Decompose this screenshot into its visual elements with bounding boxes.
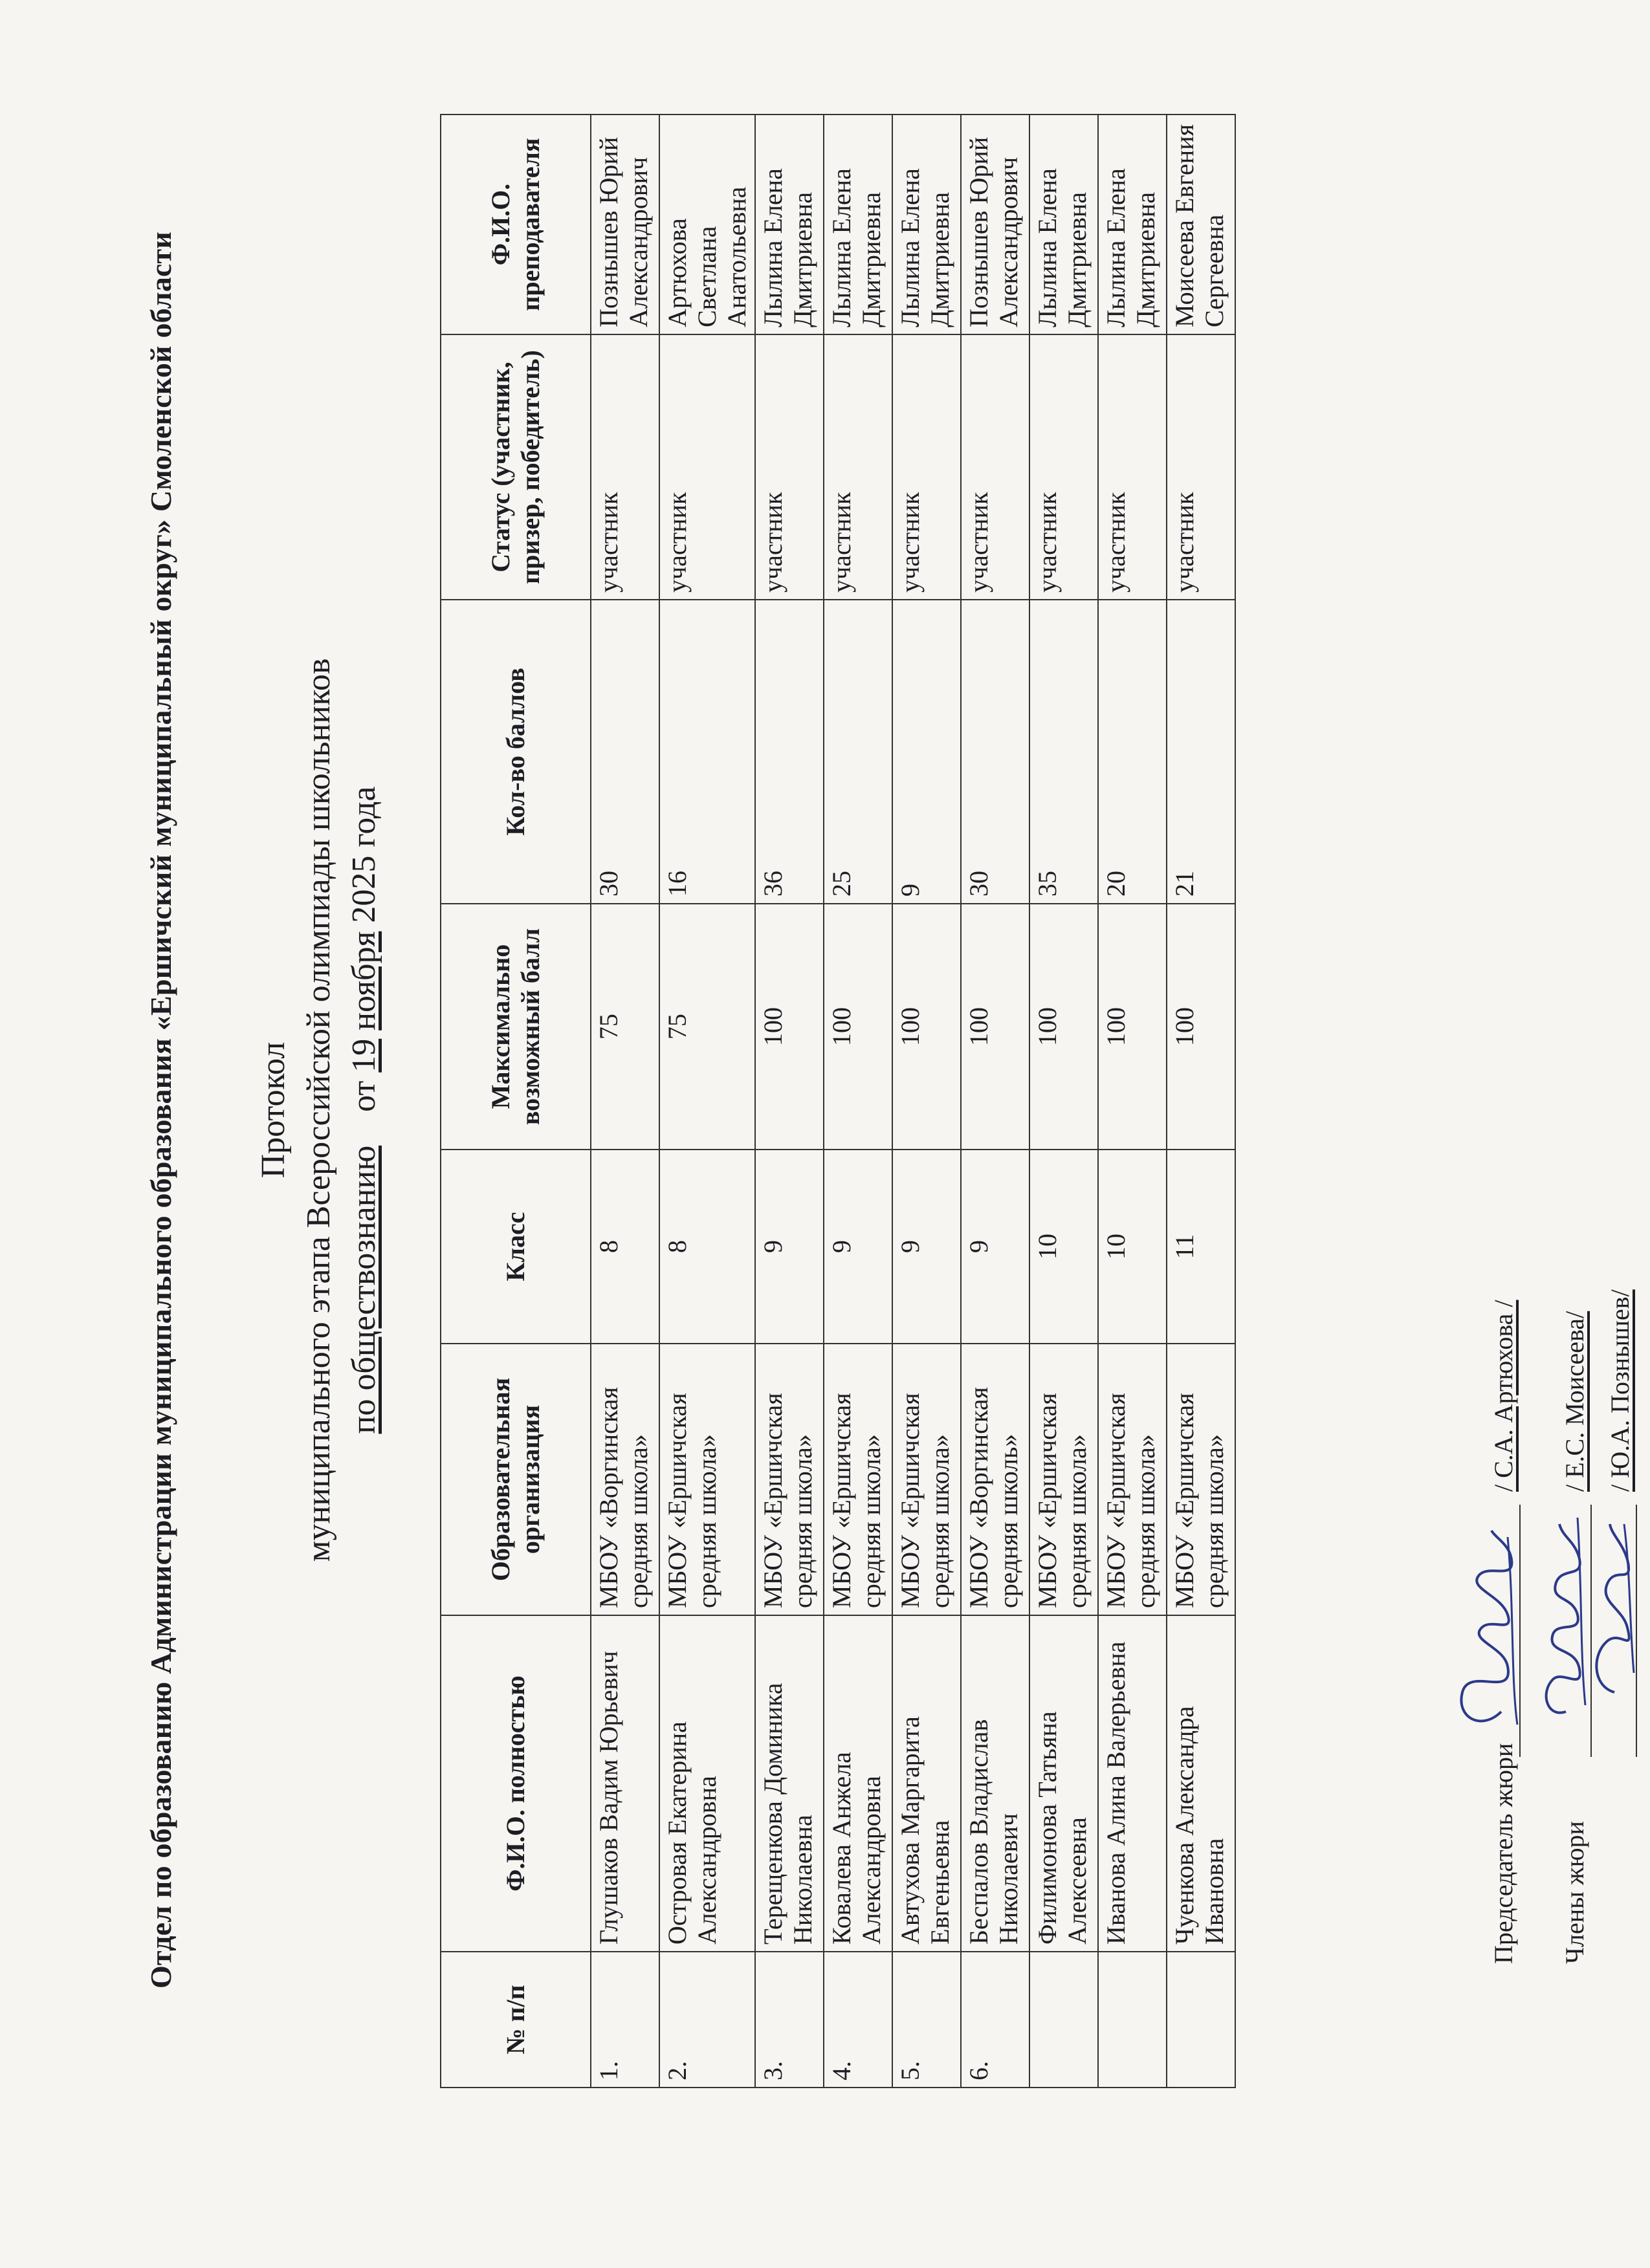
cell-teacher: Лылина Елена Дмитриевна: [824, 114, 892, 334]
cell-teacher: Лылина Елена Дмитриевна: [1098, 114, 1167, 334]
cell-grade: 11: [1167, 1150, 1235, 1344]
cell-max: 100: [961, 904, 1029, 1150]
header-status: Статус (участник, призер, победитель): [441, 334, 591, 600]
cell-teacher: Лылина Елена Дмитриевна: [1029, 114, 1098, 334]
member2-name: [1605, 1289, 1635, 1492]
cell-max: 100: [892, 904, 961, 1150]
table-row: [1098, 114, 1167, 2088]
cell-teacher: Моисеева Евгения Сергеевна: [1167, 114, 1235, 334]
members-label: Члены жюри: [1560, 1821, 1589, 1964]
header-max: Максимально возможный балл: [441, 904, 591, 1150]
date-month: ноября: [346, 931, 382, 1030]
cell-status: участник: [892, 334, 961, 600]
subject: по обществознанию: [346, 1145, 382, 1434]
cell-org: МБОУ «Ершичская средняя школа»: [892, 1344, 961, 1615]
cell-num: 5.: [892, 1952, 961, 2088]
cell-org: МБОУ «Ершичская средняя школа»: [1098, 1344, 1167, 1615]
cell-fio: Ковалева Анжела Александровна: [824, 1615, 892, 1952]
cell-grade: 8: [659, 1150, 755, 1344]
cell-org: МБОУ «Ершичская средняя школа»: [1029, 1344, 1098, 1615]
cell-grade: 9: [755, 1150, 824, 1344]
header-score: Кол-во баллов: [441, 600, 591, 904]
cell-score: 21: [1167, 600, 1235, 904]
date-prefix: от: [346, 1080, 382, 1112]
table-row: [1029, 114, 1098, 2088]
cell-score: 36: [755, 600, 824, 904]
cell-score: 35: [1029, 600, 1098, 904]
cell-teacher: Лылина Елена Дмитриевна: [755, 114, 824, 334]
results-table: [440, 114, 1236, 2088]
cell-status: участник: [659, 334, 755, 600]
cell-max: 75: [659, 904, 755, 1150]
cell-score: 9: [892, 600, 961, 904]
organization-header: Отдел по образованию Администрации муниципального образования «Ершичский муниципальный округ» Смоленской области: [144, 231, 177, 1989]
member2-name-text: / Ю.А. Познышев/: [1605, 1289, 1634, 1492]
chair-name-text: / С.А. Артюхова /: [1489, 1300, 1518, 1492]
cell-org: МБОУ «Ершичская средняя школа»: [824, 1344, 892, 1615]
member1-name-text: / Е.С. Моисеева/: [1560, 1311, 1589, 1492]
cell-num: 1.: [591, 1952, 659, 2088]
cell-score: 30: [961, 600, 1029, 904]
members-label-block: [1559, 1821, 1590, 1964]
cell-score: 16: [659, 600, 755, 904]
chair-name: [1488, 1300, 1519, 1492]
cell-status: участник: [824, 334, 892, 600]
cell-org: МБОУ «Ершичская средняя школа»: [659, 1344, 755, 1615]
cell-score: 25: [824, 600, 892, 904]
cell-teacher: Лылина Елена Дмитриевна: [892, 114, 961, 334]
olympiad-line: муниципального этапа Всероссийской олимпиады школьников: [300, 658, 337, 1562]
table-row: [591, 114, 659, 2088]
cell-num: [1098, 1952, 1167, 2088]
cell-score: 30: [591, 600, 659, 904]
cell-max: 100: [1167, 904, 1235, 1150]
cell-max: 100: [1098, 904, 1167, 1150]
cell-grade: 9: [892, 1150, 961, 1344]
cell-num: 2.: [659, 1952, 755, 2088]
document-title: Протокол: [255, 1041, 292, 1179]
table-row: [1167, 114, 1235, 2088]
cell-fio: Беспалов Владислав Николаевич: [961, 1615, 1029, 1952]
cell-grade: 9: [824, 1150, 892, 1344]
date-year: 2025 года: [346, 786, 382, 923]
cell-grade: 9: [961, 1150, 1029, 1344]
cell-status: участник: [1167, 334, 1235, 600]
cell-org: МБОУ «Воргинская средняя школь»: [961, 1344, 1029, 1615]
cell-teacher: Познышев Юрий Александрович: [961, 114, 1029, 334]
table-header-row: [441, 114, 591, 2088]
cell-max: 75: [591, 904, 659, 1150]
cell-num: [1029, 1952, 1098, 2088]
chair-signature: [1488, 1743, 1519, 1964]
cell-org: МБОУ «Ершичская средняя школа»: [1167, 1344, 1235, 1615]
cell-org: МБОУ «Ершичская средняя школа»: [755, 1344, 824, 1615]
cell-num: 6.: [961, 1952, 1029, 2088]
cell-fio: Филимонова Татьяна Алексеевна: [1029, 1615, 1098, 1952]
cell-status: участник: [591, 334, 659, 600]
cell-max: 100: [824, 904, 892, 1150]
cell-fio: Островая Екатерина Александровна: [659, 1615, 755, 1952]
member2-handwritten-signature: [1579, 1518, 1644, 1712]
cell-status: участник: [1029, 334, 1098, 600]
cell-score: 20: [1098, 600, 1167, 904]
table-row: [659, 114, 755, 2088]
cell-grade: 10: [1098, 1150, 1167, 1344]
table-row: [892, 114, 961, 2088]
header-fio: Ф.И.О. полностью: [441, 1615, 591, 1952]
cell-grade: 8: [591, 1150, 659, 1344]
header-teacher: Ф.И.О. преподавателя: [441, 114, 591, 334]
cell-fio: Глушаков Вадим Юрьевич: [591, 1615, 659, 1952]
cell-teacher: Познышев Юрий Александрович: [591, 114, 659, 334]
cell-status: участник: [961, 334, 1029, 600]
cell-fio: Иванова Алина Валерьевна: [1098, 1615, 1167, 1952]
table-row: [824, 114, 892, 2088]
cell-num: 4.: [824, 1952, 892, 2088]
member1-name: [1559, 1311, 1590, 1492]
cell-fio: Автухова Маргарита Евгеньевна: [892, 1615, 961, 1952]
cell-num: [1167, 1952, 1235, 2088]
cell-status: участник: [1098, 334, 1167, 600]
header-org: Образовательная организация: [441, 1344, 591, 1615]
table-row: [961, 114, 1029, 2088]
cell-grade: 10: [1029, 1150, 1098, 1344]
cell-fio: Терещенкова Доминика Николаевна: [755, 1615, 824, 1952]
cell-max: 100: [755, 904, 824, 1150]
cell-max: 100: [1029, 904, 1098, 1150]
header-num: № п/п: [441, 1952, 591, 2088]
date-day: 19: [346, 1038, 382, 1073]
table-row: [755, 114, 824, 2088]
cell-org: МБОУ «Воргинская средняя школа»: [591, 1344, 659, 1615]
title-block: [251, 120, 387, 2100]
chair-handwritten-signature: [1443, 1524, 1534, 1738]
cell-teacher: Артюхова Светлана Анатольевна: [659, 114, 755, 334]
cell-status: участник: [755, 334, 824, 600]
cell-num: 3.: [755, 1952, 824, 2088]
chair-label: Председатель жюри: [1489, 1743, 1518, 1964]
header-grade: Класс: [441, 1150, 591, 1344]
cell-fio: Чуенкова Александра Ивановна: [1167, 1615, 1235, 1952]
subject-date-line: [342, 120, 387, 2100]
